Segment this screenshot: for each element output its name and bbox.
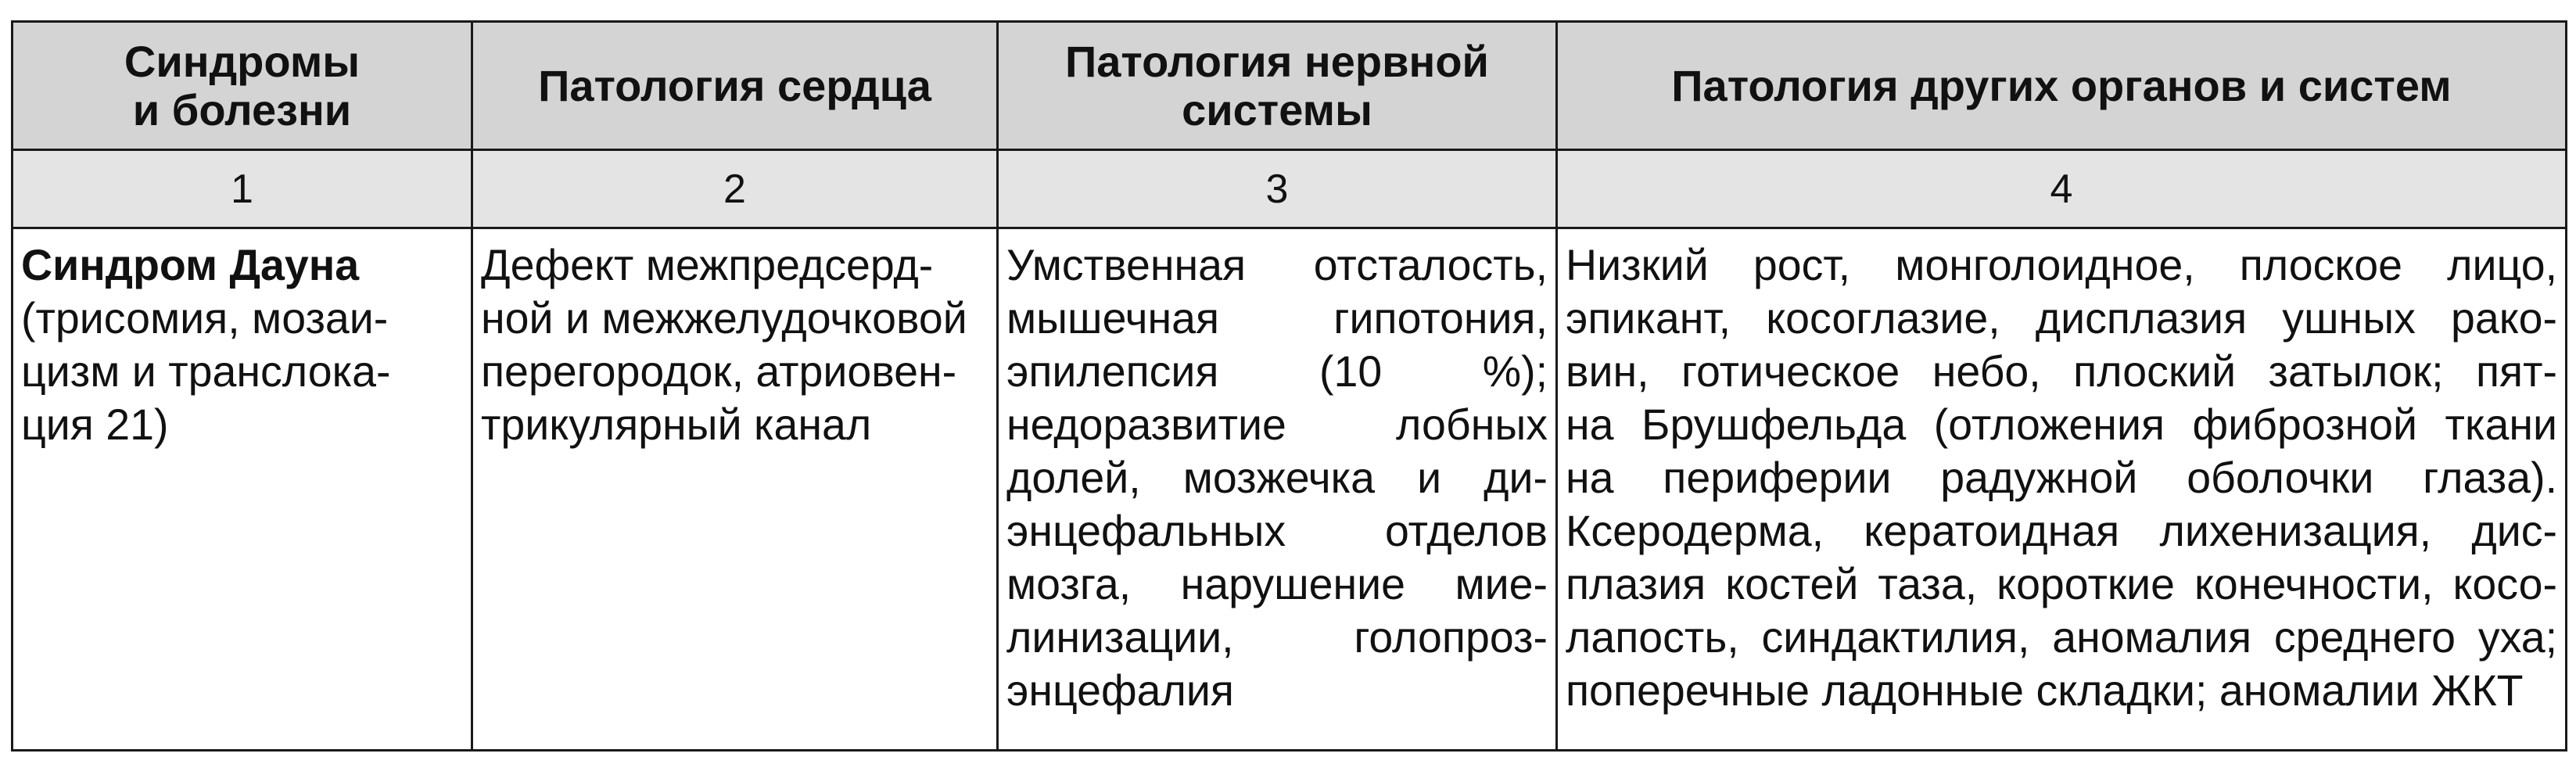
other-pathology-cell	[1557, 228, 2567, 751]
column-number-1: 1	[13, 150, 472, 228]
column-number-3: 3	[998, 150, 1557, 228]
column-number-2: 2	[472, 150, 998, 228]
header-syndromes: Синдромы и болезни	[13, 22, 472, 150]
syndrome-cell	[13, 228, 472, 751]
heart-pathology-text: Дефект межпредсерд- ной и межжелудочковой перегородок, атриовен- трикулярный канал	[481, 241, 967, 449]
header-nervous-pathology: Патология нервной системы	[998, 22, 1557, 150]
syndrome-details: (трисомия, мозаи- цизм и транслока- ция 21)	[21, 294, 391, 449]
header-row	[13, 22, 2567, 150]
column-number-row	[13, 150, 2567, 228]
heart-pathology-cell	[472, 228, 998, 751]
header-heart-pathology: Патология сердца	[472, 22, 998, 150]
nervous-pathology-text: Умственная отсталость, мышечная гипотония, эпилепсия (10 %); недоразвитие лобных долей, мозжечка и ди- энцефальных отделов мозга, нарушение мие- линизации, голопроз- энцефалия	[1006, 241, 1548, 715]
header-other-organs-pathology: Патология других органов и систем	[1557, 22, 2567, 150]
column-number-4: 4	[1557, 150, 2567, 228]
table-row	[13, 228, 2567, 751]
syndrome-name: Синдром Дауна	[21, 241, 360, 289]
nervous-pathology-cell	[998, 228, 1557, 751]
syndromes-table	[11, 20, 2567, 752]
other-pathology-text: Низкий рост, монголоидное, плоское лицо, эпикант, косоглазие, дисплазия ушных рако- вин, готическое небо, плоский затылок; пят- на Брушфельда (отложения фиброзной ткани на периферии радужной оболочки глаза). Ксеродерма, кератоидная лихенизация, дис- плазия костей таза, короткие конечности, косо- лапость, синдактилия, аномалия среднего уха; поперечные ладонные складки; аномалии ЖКТ	[1566, 241, 2557, 715]
